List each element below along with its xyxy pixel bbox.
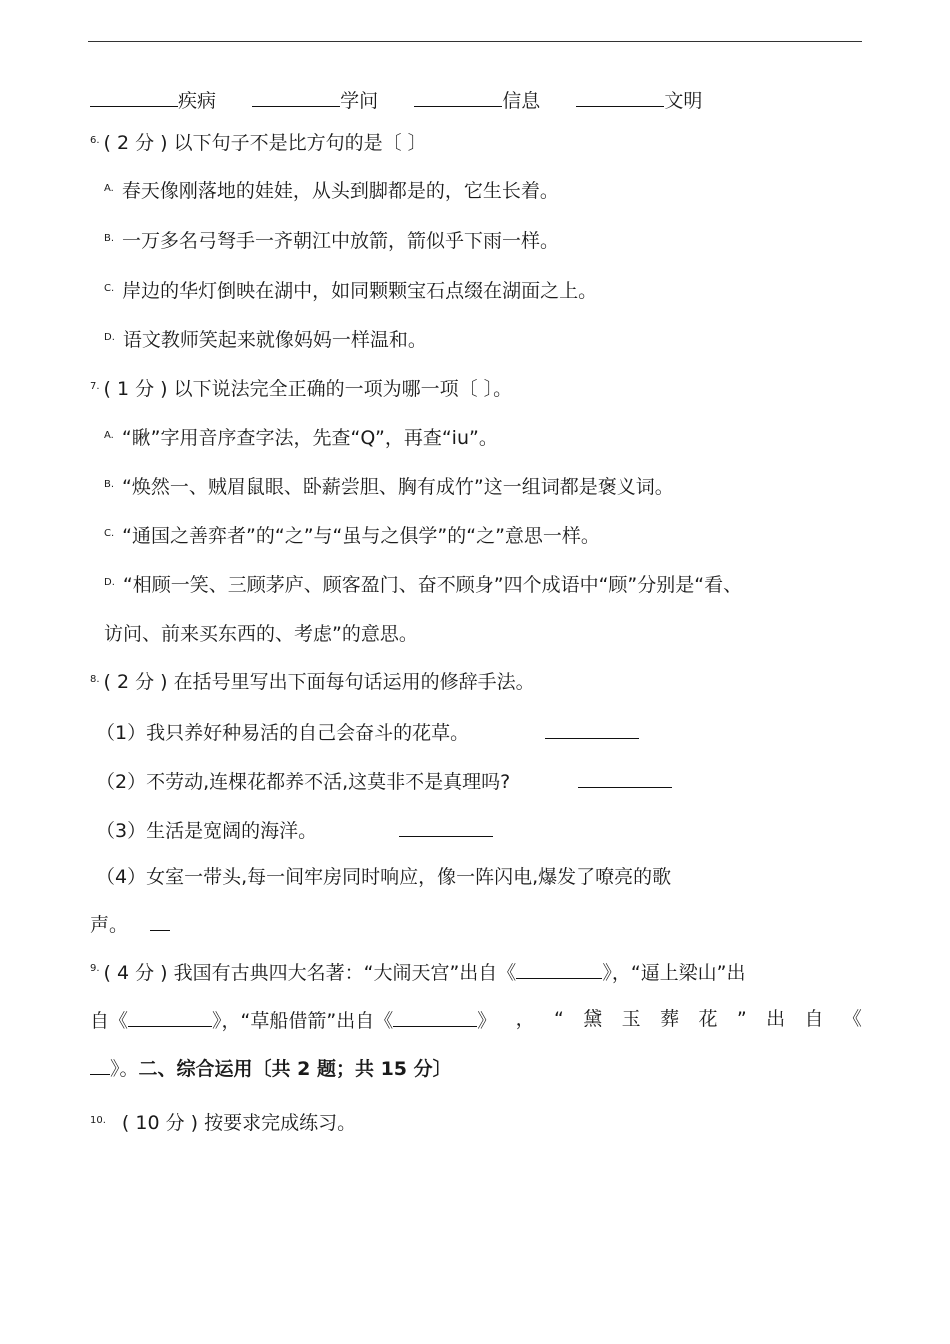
question-text: 》，“草船借箭”出自《: [212, 1010, 394, 1032]
answer-blank[interactable]: [578, 767, 672, 788]
option-label: D.: [104, 332, 115, 343]
fill-row: [90, 86, 702, 114]
option-text: 岸边的华灯倒映在湖中，如同颗颗宝石点缀在湖面之上。: [122, 280, 598, 302]
question-text: 花: [698, 1008, 718, 1030]
question-8-item-4: [96, 864, 671, 890]
answer-blank[interactable]: [90, 1054, 110, 1075]
section-heading: 二、综合运用〔共 2 题；共 15 分〕: [138, 1058, 452, 1080]
option-text: 语文教师笑起来就像妈妈一样温和。: [122, 329, 427, 351]
question-9-line-1: [90, 958, 746, 986]
option-label: C.: [104, 528, 115, 539]
blank[interactable]: [414, 86, 502, 107]
question-9-line-3: [90, 1054, 452, 1082]
question-6-option-d[interactable]: [90, 327, 427, 353]
question-7-option-a[interactable]: [90, 425, 498, 451]
question-7-option-b[interactable]: [90, 474, 674, 500]
answer-blank[interactable]: [516, 958, 602, 979]
question-text: 自: [804, 1008, 824, 1030]
word: 信息: [502, 90, 541, 112]
question-6-stem: [90, 130, 427, 156]
question-text: 《: [842, 1008, 862, 1030]
option-text: 一万多名弓弩手一齐朝江中放箭，箭似乎下雨一样。: [122, 230, 560, 252]
question-text: ( 2 分 ) 在括号里写出下面每句话运用的修辞手法。: [103, 671, 535, 693]
answer-blank[interactable]: [399, 816, 493, 837]
question-7-option-d-continued: [104, 621, 418, 647]
header-rule: [88, 41, 862, 42]
question-number: 8.: [90, 674, 100, 685]
blank[interactable]: [252, 86, 340, 107]
question-text: ( 4 分 ) 我国有古典四大名著：“大闹天宫”出自《: [103, 962, 517, 984]
question-text: 黛: [583, 1008, 603, 1030]
word: 学问: [340, 90, 379, 112]
item-text: （4）女室一带头,每一间牢房同时响应，像一阵闪电,爆发了嘹亮的歌: [96, 866, 672, 888]
question-8-item-1: [96, 718, 639, 746]
question-10-stem: [90, 1110, 356, 1136]
word: 文明: [664, 90, 703, 112]
question-6-option-c[interactable]: [90, 278, 597, 304]
option-label: A.: [104, 183, 114, 194]
option-text: 春天像刚落地的娃娃，从头到脚都是的，它生长着。: [121, 180, 559, 202]
answer-blank[interactable]: [393, 1006, 477, 1027]
item-text: 声。: [90, 914, 129, 936]
item-text: （2）不劳动,连棵花都养不活,这莫非不是真理吗?: [96, 771, 511, 793]
option-label: C.: [104, 283, 115, 294]
blank[interactable]: [90, 86, 178, 107]
question-text: 》，“逼上梁山”出: [602, 962, 746, 984]
option-text: “相顾一笑、三顾茅庐、顾客盈门、奋不顾身”四个成语中“顾”分别是“看、: [122, 574, 743, 596]
option-label: A.: [104, 430, 114, 441]
answer-blank[interactable]: [128, 1006, 212, 1027]
question-7-option-d[interactable]: [90, 572, 742, 598]
word: 疾病: [178, 90, 217, 112]
question-text: ”: [736, 1008, 747, 1030]
question-text: ( 1 分 ) 以下说法完全正确的一项为哪一项〔 〕。: [103, 378, 513, 400]
answer-blank[interactable]: [545, 718, 639, 739]
question-6-option-b[interactable]: [90, 228, 559, 254]
question-9-line-2: [90, 1006, 862, 1034]
question-text: “: [554, 1008, 564, 1030]
question-text: ，: [515, 1008, 535, 1030]
item-text: （3）生活是宽阔的海洋。: [96, 820, 318, 842]
question-text: 葬: [660, 1008, 680, 1030]
option-text: “瞅”字用音序查字法，先查“Q”，再查“iu”。: [121, 427, 498, 449]
question-text: 自《: [90, 1010, 129, 1032]
question-text: 玉: [621, 1008, 641, 1030]
question-text: 》: [477, 1010, 497, 1032]
option-text: 访问、前来买东西的、考虑”的意思。: [104, 623, 418, 645]
question-8-item-3: [96, 816, 493, 844]
question-6-option-a[interactable]: [90, 178, 559, 204]
question-number: 6.: [90, 135, 100, 146]
question-text: 出: [766, 1008, 786, 1030]
question-text: ( 10 分 ) 按要求完成练习。: [121, 1112, 357, 1134]
question-8-item-4-continued: [90, 910, 170, 938]
question-number: 7.: [90, 381, 100, 392]
option-text: “通国之善弈者”的“之”与“虽与之俱学”的“之”意思一样。: [122, 525, 600, 547]
answer-blank[interactable]: [150, 910, 170, 931]
question-8-stem: [90, 669, 535, 695]
option-label: B.: [104, 479, 115, 490]
question-text: 》。: [110, 1058, 139, 1080]
option-text: “焕然一、贼眉鼠眼、卧薪尝胆、胸有成竹”这一组词都是褒义词。: [122, 476, 674, 498]
option-label: B.: [104, 233, 115, 244]
option-label: D.: [104, 577, 115, 588]
blank[interactable]: [576, 86, 664, 107]
question-number: 9.: [90, 963, 100, 974]
item-text: （1）我只养好种易活的自己会奋斗的花草。: [96, 722, 470, 744]
question-7-option-c[interactable]: [90, 523, 600, 549]
question-text: ( 2 分 ) 以下句子不是比方句的是〔 〕: [103, 132, 427, 154]
question-8-item-2: [96, 767, 672, 795]
question-7-stem: [90, 376, 512, 402]
question-number: 10.: [90, 1115, 106, 1126]
